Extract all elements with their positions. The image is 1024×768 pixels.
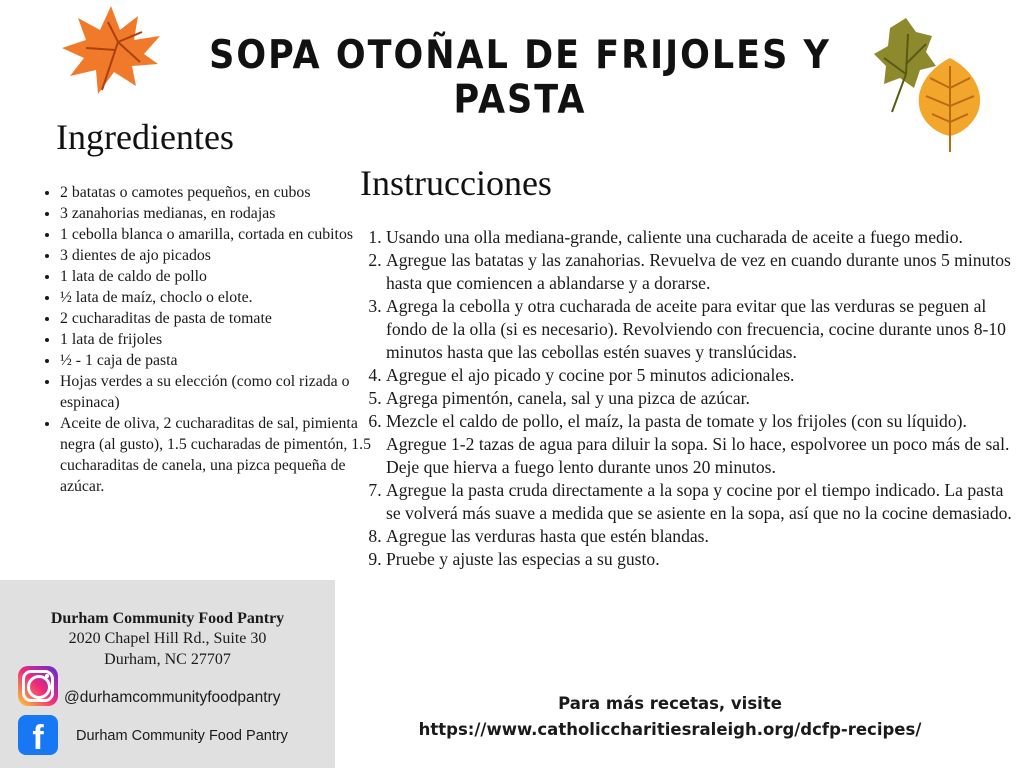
- list-item: • ½ - 1 caja de pasta: [60, 350, 375, 371]
- instruction-step: 7. Agregue la pasta cruda directamente a la sopa y cocine por el tiempo indicado. La pasta se volverá más suave a medida que se asiente en la sopa, así que no la cocine demasiado.: [386, 479, 1014, 525]
- list-item: • 3 zanahorias medianas, en rodajas: [60, 203, 375, 224]
- ingredients-list: [44, 182, 375, 497]
- list-item: • 1 cebolla blanca o amarilla, cortada en cubitos: [60, 224, 375, 245]
- instruction-step: 3. Agrega la cebolla y otra cucharada de aceite para evitar que las verduras se peguen al fondo de la olla (si es necesario). Revolviendo con frecuencia, cocine durante unos 8-10 minutos hasta que las cebollas estén suaves y translúcidas.: [386, 295, 1014, 364]
- maple-leaf-icon: [58, 2, 164, 100]
- instructions-heading: Instrucciones: [360, 163, 552, 203]
- instruction-step: 5. Agrega pimentón, canela, sal y una pizca de azúcar.: [386, 387, 1014, 410]
- more-recipes-text: Para más recetas, visite: [558, 694, 782, 713]
- instruction-step: 2. Agregue las batatas y las zanahorias. Revuelva de vez en cuando durante unos 5 minutos hasta que comiencen a ablandarse y a dorarse.: [386, 249, 1014, 295]
- yellow-leaf-icon: [912, 54, 990, 154]
- list-item: • ½ lata de maíz, choclo o elote.: [60, 287, 375, 308]
- list-item: • 2 cucharaditas de pasta de tomate: [60, 308, 375, 329]
- instagram-icon[interactable]: [18, 666, 58, 706]
- instruction-step: 1. Usando una olla mediana-grande, caliente una cucharada de aceite a fuego medio.: [386, 226, 1014, 249]
- page-title: SOPA OTOÑAL DE FRIJOLES Y PASTA: [209, 33, 831, 123]
- list-item: • Hojas verdes a su elección (como col rizada o espinaca): [60, 371, 375, 413]
- instruction-step: 6. Mezcle el caldo de pollo, el maíz, la pasta de tomate y los frijoles (con su líquido). Agregue 1-2 tazas de agua para diluir la sopa. Si lo hace, espolvoree un poco más de sal. Deje que hierva a fuego lento durante unos 20 minutos.: [386, 410, 1014, 479]
- list-item: • 2 batatas o camotes pequeños, en cubos: [60, 182, 375, 203]
- facebook-icon[interactable]: f: [18, 715, 58, 755]
- list-item: • 3 dientes de ajo picados: [60, 245, 375, 266]
- instructions-list: [362, 226, 1014, 571]
- list-item: • 1 lata de frijoles: [60, 329, 375, 350]
- address-line-2: Durham, NC 27707: [104, 651, 231, 668]
- instagram-handle[interactable]: @durhamcommunityfoodpantry: [64, 689, 281, 706]
- list-item: • Aceite de oliva, 2 cucharaditas de sal, pimienta negra (al gusto), 1.5 cucharadas de pimentón, 1.5 cucharaditas de canela, una pizca pequeña de azúcar.: [60, 413, 375, 497]
- facebook-name[interactable]: Durham Community Food Pantry: [76, 728, 288, 744]
- list-item: • 1 lata de caldo de pollo: [60, 266, 375, 287]
- instruction-step: 9. Pruebe y ajuste las especias a su gusto.: [386, 548, 1014, 571]
- instruction-step: 8. Agregue las verduras hasta que estén blandas.: [386, 525, 1014, 548]
- org-name: Durham Community Food Pantry: [50, 610, 285, 627]
- address-line-1: 2020 Chapel Hill Rd., Suite 30: [68, 630, 267, 647]
- ingredients-heading: Ingredientes: [56, 117, 234, 157]
- recipes-url-link[interactable]: https://www.catholiccharitiesraleigh.org/dcfp-recipes/: [418, 720, 922, 739]
- instruction-step: 4. Agregue el ajo picado y cocine por 5 minutos adicionales.: [386, 364, 1014, 387]
